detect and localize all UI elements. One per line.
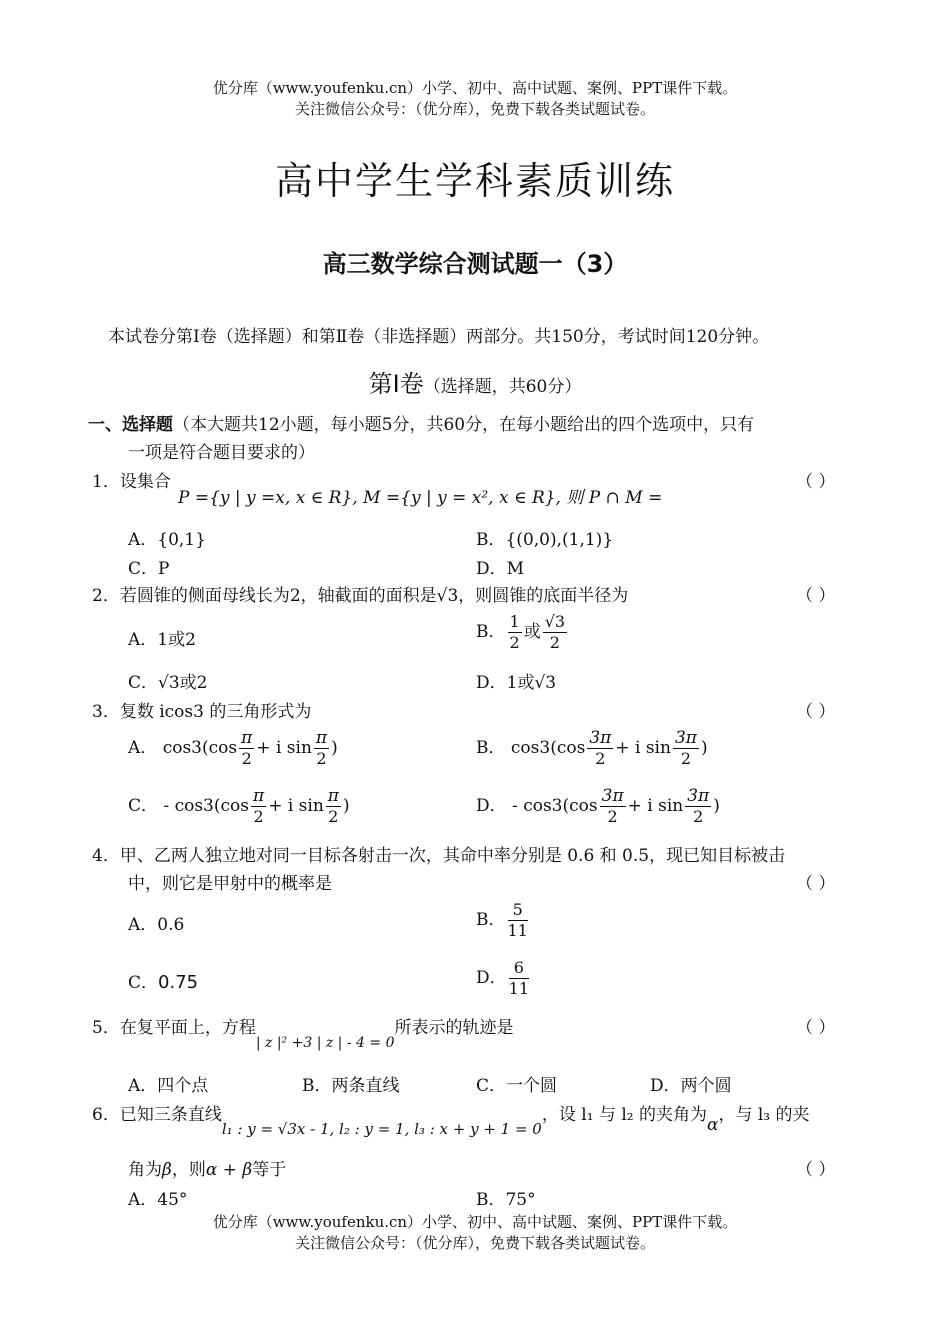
q2-frac-half-den: 2 xyxy=(509,633,520,652)
q3-d-frac-1 xyxy=(600,786,626,827)
footer-line-1: 优分库（www.youfenku.cn）小学、初中、高中试题、案例、PPT课件下载。 xyxy=(212,1213,738,1231)
q2-option-c xyxy=(128,668,207,693)
q4-stem-1: 4．甲、乙两人独立地对同一目标各射击一次，其命中率分别是 0.6 和 0.5，现已知目标被击 xyxy=(92,846,786,866)
q2-sqrt3: √3 xyxy=(436,586,459,606)
q3-a-frac-1-num: π xyxy=(241,728,253,748)
q2-option-d-sqrt: √3 xyxy=(534,673,557,693)
q3-a-frac-2-num: π xyxy=(315,728,328,748)
q4-stem-2: 中，则它是甲射中的概率是 xyxy=(128,874,332,894)
q3-d-frac-1-num: 3π xyxy=(601,786,624,806)
part-one-label: 第Ⅰ卷 xyxy=(368,370,424,398)
q4-answer-paren: （ ） xyxy=(796,874,836,894)
exam-subtitle: 高三数学综合测试题一（3） xyxy=(322,250,628,278)
q4-d-num: 6 xyxy=(509,958,529,979)
exam-intro: 本试卷分第Ⅰ卷（选择题）和第Ⅱ卷（非选择题）两部分。共150分，考试时间120分钟。 xyxy=(108,327,770,347)
q3-c-frac-1 xyxy=(251,786,266,827)
q3-d-frac-2-den: 2 xyxy=(693,807,704,826)
q6-alpha: α xyxy=(706,1115,719,1135)
q2-option-c-text: √3或2 xyxy=(158,673,208,693)
q3-option-a xyxy=(128,728,338,769)
q3-d-frac-2 xyxy=(685,786,711,827)
q3-a-isin: + i sin xyxy=(256,738,312,758)
q3-b-frac-2 xyxy=(673,728,699,769)
q6-line2-before: 角为 xyxy=(128,1160,162,1180)
q3-b-frac-1-den: 2 xyxy=(595,749,606,768)
q3-b-frac-2-den: 2 xyxy=(680,749,692,768)
q6-stem-1 xyxy=(92,1100,810,1138)
q3-b-frac-2-num: 3π xyxy=(674,728,697,748)
q3-option-d xyxy=(476,786,720,827)
q2-option-a: A．1或2 xyxy=(128,630,196,650)
q6-option-b: B．75° xyxy=(476,1190,536,1210)
q6-option-a: A．45° xyxy=(128,1190,188,1210)
section-one-line-1 xyxy=(88,410,754,435)
q4-c-value: 0.75 xyxy=(158,972,199,993)
q3-c-frac-2 xyxy=(326,786,341,827)
q2-frac-root3-den: 2 xyxy=(549,633,560,652)
q4-b-num: 5 xyxy=(508,900,528,921)
q2-option-b-label: B． xyxy=(476,622,506,642)
part-one-heading xyxy=(0,364,950,399)
q4-d-frac xyxy=(509,958,529,999)
q5-stem xyxy=(92,1013,514,1051)
q4-option-a: A．0.6 xyxy=(128,915,185,935)
q3-d-isin: + i sin xyxy=(627,796,684,816)
q3-c-frac-1-num: π xyxy=(253,786,265,806)
q3-stem: 3．复数 icos3 的三角形式为 xyxy=(92,702,312,722)
q1-option-d: D．M xyxy=(476,559,525,579)
q2-frac-root3-num: √3 xyxy=(544,612,566,631)
q6-text-end: ，与 l₃ 的夹 xyxy=(718,1105,810,1125)
q3-a-frac-1-den: 2 xyxy=(241,749,252,768)
q3-answer-paren: （ ） xyxy=(796,702,836,722)
q3-c-cos3: cos3(cos xyxy=(174,796,249,816)
q6-text-before: 6．已知三条直线 xyxy=(92,1105,222,1125)
q4-option-d xyxy=(476,958,531,999)
q4-d-den: 11 xyxy=(508,979,529,998)
q1-stem: 1．设集合 xyxy=(92,472,171,492)
q3-d-close: ) xyxy=(713,796,720,816)
q5-option-c: C．一个圆 xyxy=(476,1076,558,1096)
q3-option-b xyxy=(476,728,708,769)
q3-d-neg: - xyxy=(512,796,518,816)
q3-c-frac-1-den: 2 xyxy=(253,807,264,826)
q4-c-label: C． xyxy=(128,973,159,993)
q4-b-frac xyxy=(508,900,528,941)
q3-a-cos3: cos3(cos xyxy=(162,738,238,758)
q2-answer-paren: （ ） xyxy=(796,586,836,606)
q6-beta: β xyxy=(162,1160,172,1180)
q2-option-b-or: 或 xyxy=(523,622,541,642)
header-line-2: 关注微信公众号：（优分库），免费下载各类试题试卷。 xyxy=(294,100,655,118)
q3-d-frac-2-num: 3π xyxy=(687,786,710,806)
q3-c-isin: + i sin xyxy=(268,796,324,816)
q3-c-neg: - xyxy=(163,796,170,816)
section-one-desc-1: （本大题共12小题，每小题5分，共60分，在每小题给出的四个选项中，只有 xyxy=(173,415,755,435)
q5-text-after: 所表示的轨迹是 xyxy=(394,1018,514,1038)
q2-frac-root3-half xyxy=(543,612,567,653)
q3-b-close: ) xyxy=(700,738,708,758)
q3-b-label: B． xyxy=(476,738,506,758)
section-one-desc-2: 一项是符合题目要求的） xyxy=(128,443,315,463)
q6-line2-after: 等于 xyxy=(252,1160,287,1180)
q3-b-frac-1-num: 3π xyxy=(589,728,612,748)
q4-option-b xyxy=(476,900,530,941)
q1-formula: P ={y | y =x, x ∈ R}, M ={y | y = x², x ∈ R}, 则 P ∩ M = xyxy=(178,488,663,508)
q3-a-frac-2 xyxy=(314,728,329,769)
q6-formula: l₁ : y = √3x - 1, l₂ : y = 1, l₃ : x + y + 1 = 0 xyxy=(221,1120,542,1138)
q2-stem xyxy=(92,581,628,606)
q3-c-close: ) xyxy=(342,796,350,816)
q4-d-label: D． xyxy=(476,968,507,988)
q5-formula: | z |² +3 | z | - 4 = 0 xyxy=(255,1035,395,1051)
q6-text-mid: ，设 l₁ 与 l₂ 的夹角为 xyxy=(541,1105,707,1125)
q3-option-c xyxy=(128,786,350,827)
footer-line-2: 关注微信公众号：（优分库），免费下载各类试题试卷。 xyxy=(294,1234,655,1252)
q2-option-d-label: D．1或 xyxy=(476,673,535,693)
q3-c-label: C． xyxy=(128,796,159,816)
q4-b-den: 11 xyxy=(507,921,528,940)
header-line-1: 优分库（www.youfenku.cn）小学、初中、高中试题、案例、PPT课件下载。 xyxy=(212,79,738,97)
q2-text-after: ，则圆锥的底面半径为 xyxy=(458,586,629,606)
q1-answer-paren: （ ） xyxy=(796,472,836,492)
section-one-label: 一、选择题 xyxy=(88,415,173,435)
q2-option-b xyxy=(476,612,569,653)
q6-stem-2 xyxy=(128,1155,286,1180)
q2-frac-half-num: 1 xyxy=(509,612,520,631)
q3-c-frac-2-num: π xyxy=(327,786,339,806)
q6-alpha-plus-beta: α + β xyxy=(205,1160,253,1180)
q3-b-frac-1 xyxy=(587,728,613,769)
q1-option-a: A．{0,1} xyxy=(128,530,206,550)
q3-b-isin: + i sin xyxy=(615,738,671,758)
q3-d-cos3: cos3(cos xyxy=(523,796,598,816)
q1-option-c: C．P xyxy=(128,559,170,579)
q4-b-label: B． xyxy=(476,910,506,930)
q2-frac-half xyxy=(508,612,522,653)
q3-c-frac-2-den: 2 xyxy=(328,807,339,826)
part-one-note: （选择题，共60分） xyxy=(423,377,582,397)
q4-option-c xyxy=(128,968,198,993)
q5-answer-paren: （ ） xyxy=(796,1018,836,1038)
q6-line2-mid: ，则 xyxy=(171,1160,206,1180)
q1-option-b: B．{(0,0),(1,1)} xyxy=(476,530,614,550)
q6-answer-paren: （ ） xyxy=(796,1160,836,1180)
q2-option-d xyxy=(476,668,556,693)
q5-option-b: B．两条直线 xyxy=(302,1076,400,1096)
q3-d-frac-1-den: 2 xyxy=(607,807,618,826)
q2-option-c-label: C． xyxy=(128,673,159,693)
q3-b-cos3: cos3(cos xyxy=(510,738,586,758)
q5-option-d: D．两个圆 xyxy=(650,1076,732,1096)
q3-d-label: D． xyxy=(476,796,507,816)
q3-a-close: ) xyxy=(331,738,338,758)
q3-a-frac-2-den: 2 xyxy=(316,749,327,768)
q5-option-a: A．四个点 xyxy=(128,1076,209,1096)
q5-text-before: 5．在复平面上，方程 xyxy=(92,1018,256,1038)
page-title: 高中学生学科素质训练 xyxy=(274,159,675,203)
q3-a-frac-1 xyxy=(239,728,254,769)
q3-a-label: A． xyxy=(128,738,158,758)
q2-text-before: 2．若圆锥的侧面母线长为2，轴截面的面积是 xyxy=(92,586,437,606)
